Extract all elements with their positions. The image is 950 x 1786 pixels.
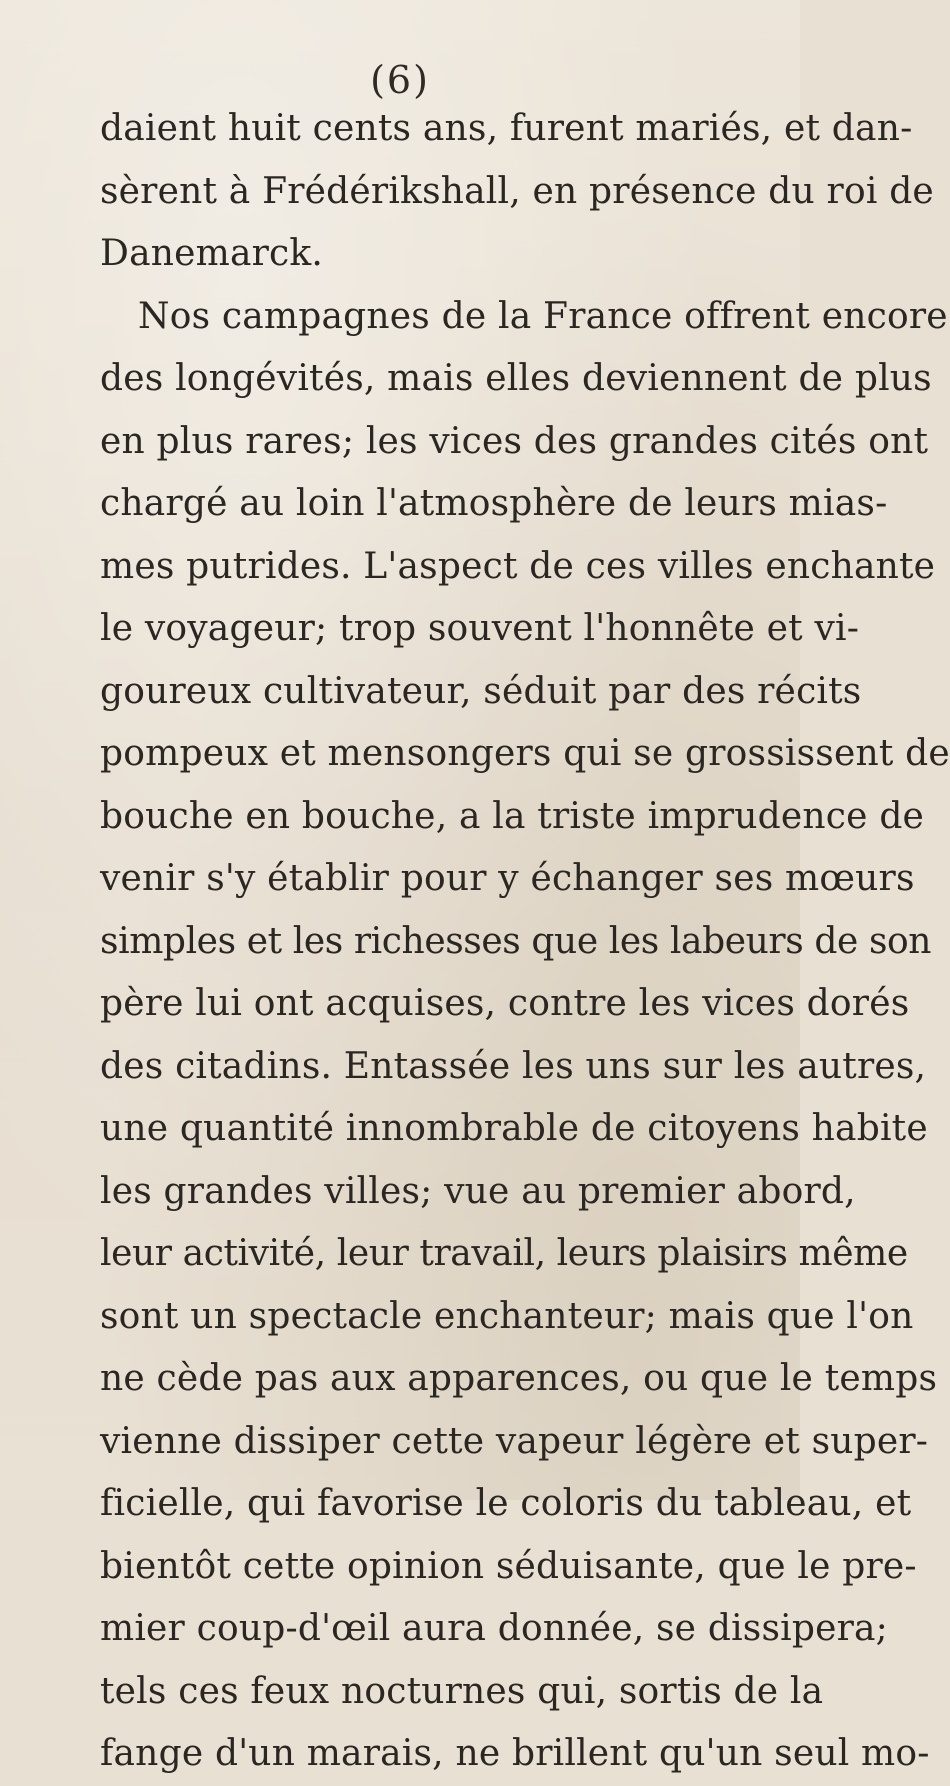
text-line: Nos campagnes de la France offrent encore: [138, 295, 948, 337]
text-line: des citadins. Entassée les uns sur les autres,: [100, 1045, 927, 1087]
text-line: vienne dissiper cette vapeur légère et super-: [100, 1420, 929, 1462]
text-line: bientôt cette opinion séduisante, que le pre-: [100, 1545, 917, 1587]
text-line: Danemarck.: [100, 233, 324, 274]
text-line: goureux cultivateur, séduit par des récits: [100, 670, 862, 712]
text-line: en plus rares; les vices des grandes cités ont: [100, 420, 929, 462]
body-text: [100, 98, 950, 1786]
text-line: venir s'y établir pour y échanger ses mœurs: [100, 858, 915, 899]
text-line: fange d'un marais, ne brillent qu'un seul mo-: [100, 1733, 930, 1774]
page-number: (6): [370, 58, 430, 102]
text-line: pompeux et mensongers qui se grossissent de: [100, 733, 950, 774]
text-line: bouche en bouche, a la triste imprudence de: [100, 795, 925, 837]
text-line: ficielle, qui favorise le coloris du tableau, et: [100, 1483, 912, 1524]
text-line: sont un spectacle enchanteur; mais que l'on: [100, 1295, 914, 1337]
text-line: sèrent à Frédérikshall, en présence du roi de: [100, 170, 934, 212]
text-line: le voyageur; trop souvent l'honnête et vi-: [100, 608, 860, 649]
text-line: une quantité innombrable de citoyens habite: [100, 1108, 928, 1149]
text-line: simples et les richesses que les labeurs de son: [100, 920, 932, 962]
text-line: ne cède pas aux apparences, ou que le temps: [100, 1358, 938, 1399]
text-line: leur activité, leur travail, leurs plaisirs même: [100, 1233, 908, 1274]
text-line: mier coup-d'œil aura donnée, se dissipera;: [100, 1608, 888, 1649]
text-line: chargé au loin l'atmosphère de leurs mias-: [100, 483, 888, 524]
text-line: daient huit cents ans, furent mariés, et dan-: [100, 108, 913, 149]
text-line: mes putrides. L'aspect de ces villes enchante: [100, 545, 936, 587]
text-line: père lui ont acquises, contre les vices dorés: [100, 983, 910, 1024]
text-line: des longévités, mais elles deviennent de plus: [100, 358, 932, 399]
text-line: tels ces feux nocturnes qui, sortis de la: [100, 1670, 824, 1712]
text-line: les grandes villes; vue au premier abord,: [100, 1170, 856, 1212]
